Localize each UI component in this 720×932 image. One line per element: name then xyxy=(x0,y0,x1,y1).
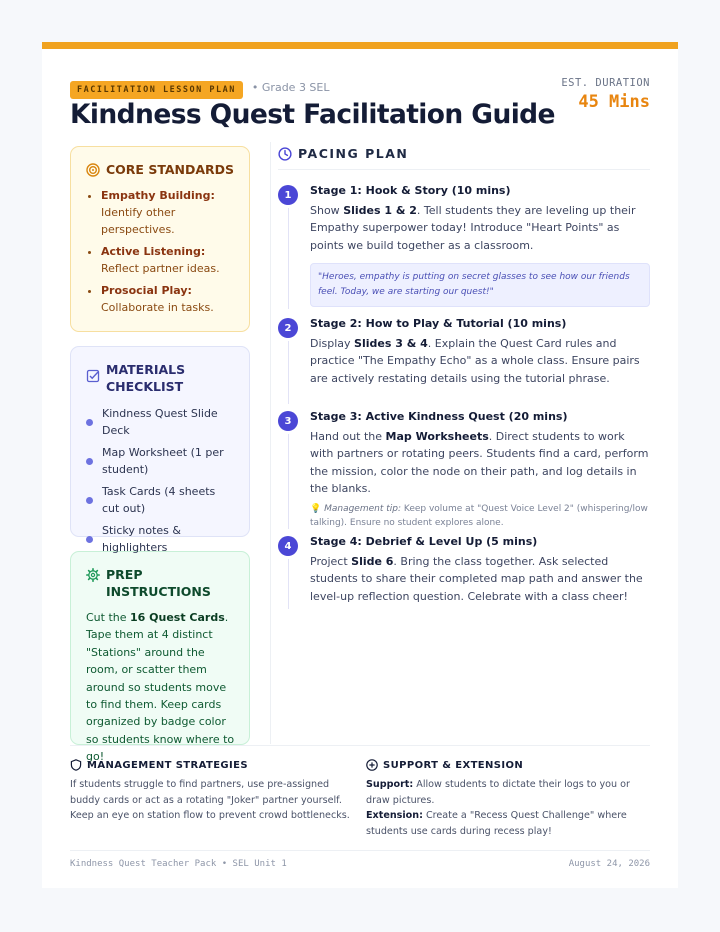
standard-text: Collaborate in tasks. xyxy=(101,301,214,314)
prep-title: PREP INSTRUCTIONS xyxy=(106,567,211,599)
duration-label: EST. DURATION xyxy=(561,77,650,89)
materials-title: MATERIALS CHECKLIST xyxy=(106,362,186,394)
stage-text-bold: Slides 1 & 2 xyxy=(343,204,417,217)
standard-text: Identify other perspectives. xyxy=(101,206,176,236)
pacing-title: PACING PLAN xyxy=(298,146,409,161)
column-divider xyxy=(270,142,271,744)
pacing-timeline xyxy=(278,184,650,615)
list-item xyxy=(86,483,235,517)
material-label: Kindness Quest Slide Deck xyxy=(102,407,218,437)
timeline-line xyxy=(288,341,290,404)
standard-term: Active Listening: xyxy=(101,245,206,258)
materials-heading xyxy=(86,361,235,395)
prep-text-bold: 16 Quest Cards xyxy=(130,611,225,624)
material-label: Task Cards (4 sheets cut out) xyxy=(102,485,216,515)
stage-2 xyxy=(278,317,650,410)
shield-icon xyxy=(70,759,82,771)
stage-title: Stage 4: Debrief & Level Up (5 mins) xyxy=(310,535,538,548)
bullet-dot xyxy=(86,458,93,465)
page-title: Kindness Quest Facilitation Guide xyxy=(70,99,555,130)
material-label: Sticky notes & highlighters xyxy=(102,524,181,554)
stage-body xyxy=(310,202,650,254)
grade-label: • Grade 3 SEL xyxy=(251,81,330,94)
stage-body xyxy=(310,335,650,387)
bottom-section xyxy=(70,745,650,837)
pacing-heading xyxy=(278,146,650,170)
stage-number: 2 xyxy=(278,318,298,338)
standard-text: Reflect partner ideas. xyxy=(101,262,220,275)
tip-label: Management tip: xyxy=(324,503,402,514)
prep-instructions-card xyxy=(70,551,250,764)
stage-text: Display xyxy=(310,337,355,350)
stage-number: 1 xyxy=(278,185,298,205)
plus-circle-icon xyxy=(366,759,378,771)
stage-text: Project xyxy=(310,555,352,568)
stage-title: Stage 3: Active Kindness Quest (20 mins) xyxy=(310,410,568,423)
stage-text: . Tell students they are leveling up their Empathy superpower today! Introduce "Heart Points" as points we build together as a classroom. xyxy=(310,204,636,252)
stage-3 xyxy=(278,410,650,535)
stage-4 xyxy=(278,535,650,615)
stage-text: . Explain the Quest Card rules and practice "The Empathy Echo" as a whole class. Ensure pairs are actively restating details using the tutorial phrase. xyxy=(310,337,640,385)
stage-body xyxy=(310,553,650,605)
list-item xyxy=(101,243,235,277)
left-column xyxy=(70,146,250,764)
prep-heading xyxy=(86,566,235,600)
page-footer xyxy=(70,850,650,869)
list-item xyxy=(86,444,235,478)
support-extension xyxy=(366,759,646,839)
core-standards-title: CORE STANDARDS xyxy=(106,162,235,177)
duration-value: 45 Mins xyxy=(578,92,650,112)
management-title: MANAGEMENT STRATEGIES xyxy=(87,759,248,771)
prep-text-part: . Tape them at 4 distinct "Stations" around the room, or scatter them around so students move to find them. Keep cards organized by badge color so students know where to go! xyxy=(86,611,235,764)
stage-1 xyxy=(278,184,650,317)
lesson-type-tag: FACILITATION LESSON PLAN xyxy=(70,81,243,99)
target-icon xyxy=(86,163,100,177)
management-heading xyxy=(70,759,350,771)
support-label: Support: xyxy=(366,779,414,790)
management-tip xyxy=(310,502,650,531)
material-label: Map Worksheet (1 per student) xyxy=(102,446,224,476)
duration-block xyxy=(561,77,650,112)
gear-icon xyxy=(86,568,100,582)
management-text: If students struggle to find partners, use pre-assigned buddy cards or act as a rotating "Joker" partner yourself. Keep an eye on station flow to prevent crowd bottlenecks. xyxy=(70,779,350,822)
stage-number: 3 xyxy=(278,411,298,431)
standards-list xyxy=(86,187,235,316)
footer-left: Kindness Quest Teacher Pack • SEL Unit 1 xyxy=(70,859,287,869)
pacing-column xyxy=(278,146,650,615)
tip-text: Keep volume at "Quest Voice Level 2" (whispering/low talking). Ensure no student explores alone. xyxy=(310,503,648,529)
extension-label: Extension: xyxy=(366,810,423,822)
clock-icon xyxy=(278,147,292,161)
list-item xyxy=(101,187,235,238)
materials-card xyxy=(70,346,250,554)
stage-body xyxy=(310,428,650,498)
support-body: Allow students to dictate their logs to you or draw pictures. xyxy=(366,779,630,806)
support-title: SUPPORT & EXTENSION xyxy=(383,759,524,771)
support-heading xyxy=(366,759,646,771)
header xyxy=(70,77,650,137)
stage-title: Stage 1: Hook & Story (10 mins) xyxy=(310,184,511,197)
list-item xyxy=(86,522,235,556)
stage-text-bold: Slides 3 & 4 xyxy=(354,337,428,350)
management-strategies xyxy=(70,759,350,824)
checkbox-icon xyxy=(86,369,100,383)
lesson-plan-page xyxy=(42,42,678,888)
list-item xyxy=(101,282,235,316)
materials-list xyxy=(86,405,235,556)
top-accent-bar xyxy=(42,42,678,49)
footer-date: August 24, 2026 xyxy=(568,859,650,869)
list-item xyxy=(86,405,235,439)
stage-text: . Direct students to work with partners or rotating peers. Students find a card, perform the mission, color the node on their path, and log details in the blanks. xyxy=(310,430,649,496)
stage-number: 4 xyxy=(278,536,298,556)
timeline-line xyxy=(288,208,290,309)
script-quote: "Heroes, empathy is putting on secret glasses to see how our friends feel. Today, we are starting our quest!" xyxy=(310,263,650,307)
timeline-line xyxy=(288,434,290,529)
standard-term: Prosocial Play: xyxy=(101,284,192,297)
standard-term: Empathy Building: xyxy=(101,189,215,202)
stage-text: Hand out the xyxy=(310,430,386,443)
bullet-dot xyxy=(86,419,93,426)
bullet-dot xyxy=(86,497,93,504)
prep-text-part: Cut the xyxy=(86,611,131,624)
stage-text-bold: Slide 6 xyxy=(351,555,394,568)
support-text xyxy=(366,777,646,839)
stage-text-bold: Map Worksheets xyxy=(385,430,489,443)
bullet-dot xyxy=(86,536,93,543)
stage-text: Show xyxy=(310,204,344,217)
prep-text xyxy=(86,609,235,766)
stage-title: Stage 2: How to Play & Tutorial (10 mins) xyxy=(310,317,567,330)
extension-body: Create a "Recess Quest Challenge" where students use cards during recess play! xyxy=(366,810,627,837)
timeline-line xyxy=(288,559,290,609)
core-standards-heading xyxy=(86,161,235,178)
core-standards-card xyxy=(70,146,250,332)
lightbulb-icon: 💡 xyxy=(310,503,322,514)
stage-text: . Bring the class together. Ask selected students to share their completed map path and answer the level-up reflection question. Celebrate with a class cheer! xyxy=(310,555,643,603)
